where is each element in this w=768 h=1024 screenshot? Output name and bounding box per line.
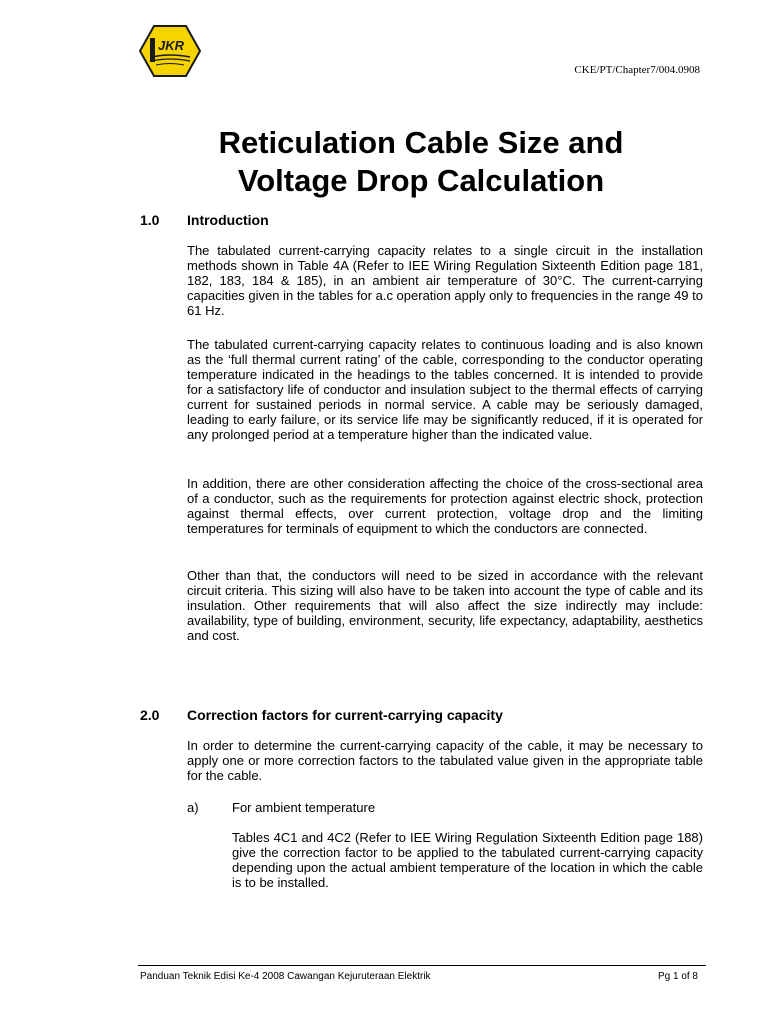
footer-text: Panduan Teknik Edisi Ke-4 2008 Cawangan Kejuruteraan Elektrik [140, 971, 431, 982]
section-number: 2.0 [140, 707, 160, 723]
section-title-introduction: Introduction [187, 212, 269, 228]
title-line-2: Voltage Drop Calculation [237, 163, 605, 198]
paragraph: In order to determine the current-carrying capacity of the cable, it may be necessary to apply one or more correction factors to the tabulated value given in the appropriate table for the cable. [187, 738, 703, 783]
section-title-correction-factors: Correction factors for current-carrying capacity [187, 707, 503, 723]
paragraph: In addition, there are other consideration affecting the choice of the cross-sectional area of a conductor, such as the requirements for protection against electric shock, protection against thermal effects, over current protection, voltage drop and the limiting temperatures for terminals of equipment to which the conductors are connected. [187, 476, 703, 536]
document-reference: CKE/PT/Chapter7/004.0908 [574, 64, 700, 76]
subsection-paragraph: Tables 4C1 and 4C2 (Refer to IEE Wiring Regulation Sixteenth Edition page 188) give the correction factor to be applied to the tabulated current-carrying capacity depending upon the actual ambient temperature of the location in which the cable is to be installed. [232, 830, 703, 890]
paragraph: The tabulated current-carrying capacity relates to continuous loading and is also known as the ‘full thermal current rating’ of the cable, corresponding to the conductor operating temperature indicated in the headings to the tables concerned. It is intended to provide for a satisfactory life of conductor and insulation subject to the thermal effects of carrying current for sustained periods in normal service. A cable may be seriously damaged, leading to early failure, or its service life may be significantly reduced, if it is operated for any prolonged period at a temperature higher than the indicated value. [187, 337, 703, 442]
subsection-label: a) [187, 800, 199, 815]
subsection-title: For ambient temperature [232, 800, 376, 815]
page-number: Pg 1 of 8 [657, 971, 698, 982]
paragraph: The tabulated current-carrying capacity relates to a single circuit in the installation methods shown in Table 4A (Refer to IEE Wiring Regulation Sixteenth Edition page 181, 182, 183, 184 & 185), in an ambient air temperature of 30°C. The current-carrying capacities given in the tables for a.c operation apply only to frequencies in the range 49 to 61 Hz. [187, 243, 703, 318]
title-line-1: Reticulation Cable Size and [218, 125, 624, 160]
footer-divider [138, 965, 706, 966]
section-number: 1.0 [140, 212, 160, 228]
jkr-logo [138, 24, 202, 78]
paragraph: Other than that, the conductors will need to be sized in accordance with the relevant circuit criteria. This sizing will also have to be taken into account the type of cable and its insulation. Other requirements that will also affect the size indirectly may include: availability, type of building, environment, security, life expectancy, adaptability, aesthetics and cost. [187, 568, 703, 643]
logo-text: JKR [158, 38, 185, 53]
page-title [140, 124, 702, 200]
